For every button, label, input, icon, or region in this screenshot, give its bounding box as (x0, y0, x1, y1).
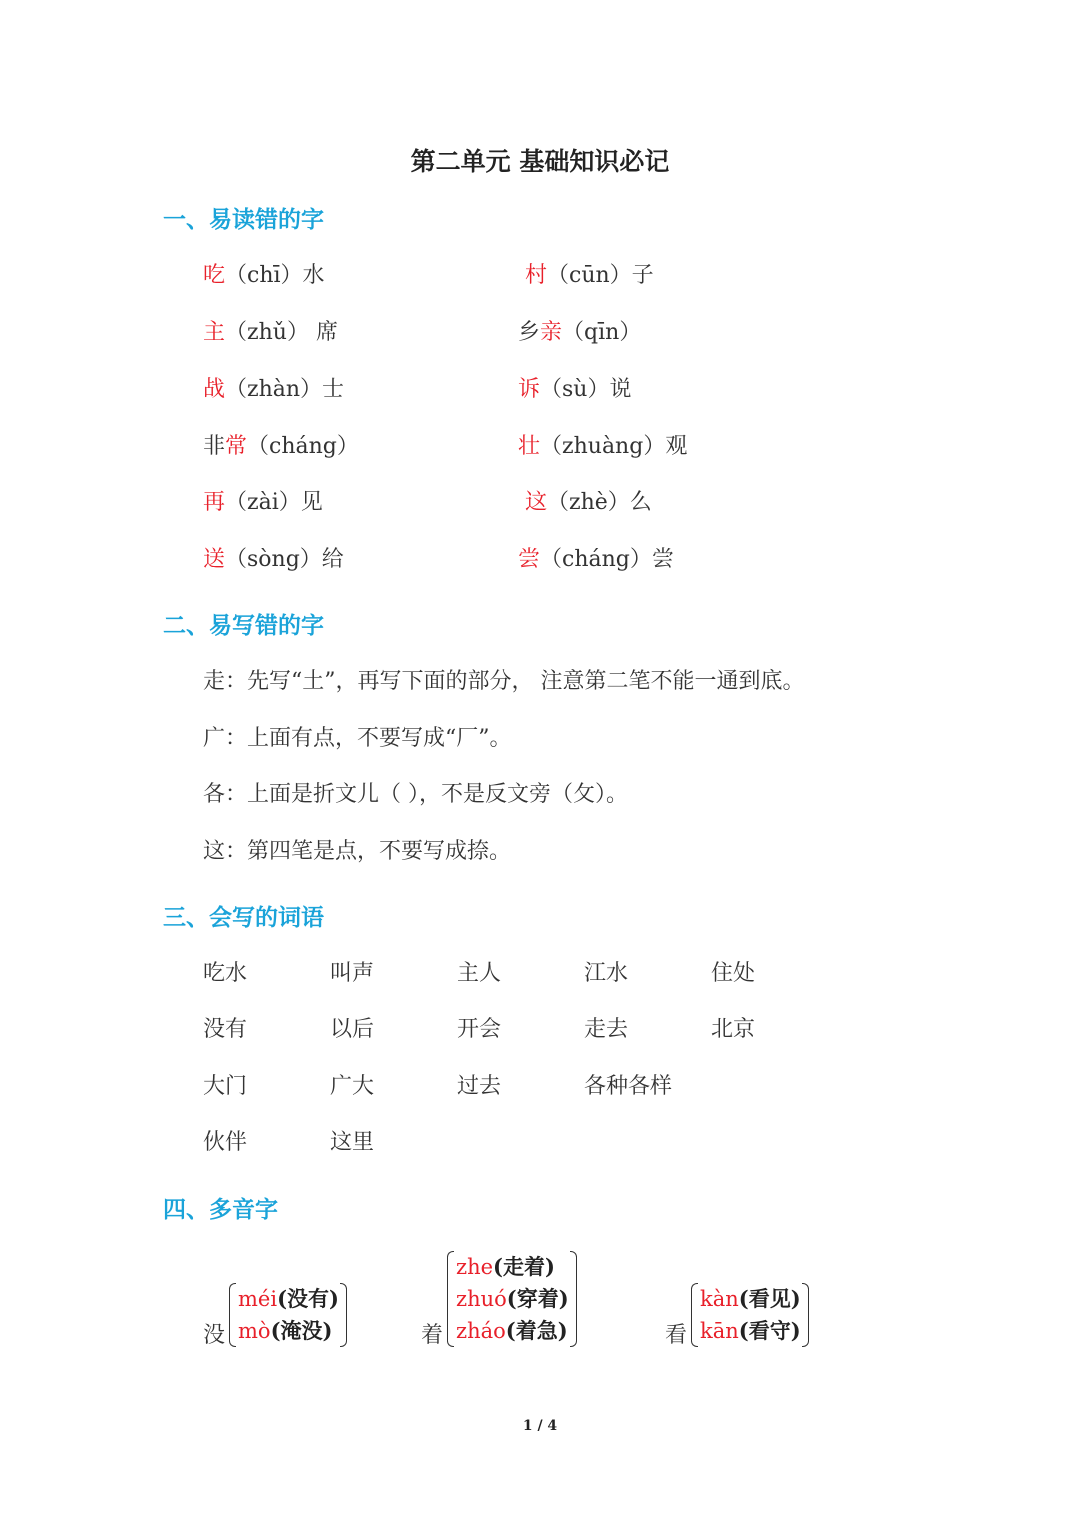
vocab-word: 广大 (330, 1074, 375, 1099)
left-brace (229, 1283, 236, 1347)
section-heading-2: 二、易写错的字 (163, 613, 324, 639)
reading-item: 壮（zhuàng）观 (518, 434, 688, 459)
vocab-word: 大门 (203, 1074, 248, 1099)
vocab-word: 走去 (584, 1017, 629, 1042)
vocab-word: 主人 (457, 961, 502, 986)
vocab-word: 住处 (711, 961, 756, 986)
reading-item: 送（sòng）给 (203, 547, 344, 572)
reading-item: 尝（cháng）尝 (518, 547, 674, 572)
polyphone-group (447, 1251, 577, 1347)
section-heading-3: 三、会写的词语 (163, 905, 324, 931)
writing-note: 这：第四笔是点，不要写成捺。 (203, 839, 512, 864)
vocab-word: 江水 (584, 961, 629, 986)
reading-item: 非常（cháng） (203, 434, 359, 459)
reading-item: 村（cūn）子 (525, 263, 654, 288)
vocab-word: 各种各样 (584, 1074, 673, 1099)
reading-item: 这（zhè）么 (525, 490, 652, 515)
vocab-word: 开会 (457, 1017, 502, 1042)
polyphone-reading: zháo(着急) (456, 1318, 568, 1343)
page-number: 1 / 4 (522, 1418, 558, 1434)
polyphone-reading: zhuó(穿着) (456, 1286, 569, 1311)
reading-item: 乡亲（qīn） (518, 320, 642, 345)
vocab-word: 这里 (330, 1130, 375, 1155)
left-brace (691, 1283, 698, 1347)
reading-item: 吃（chī）水 (203, 263, 325, 288)
page-title: 第二单元 基础知识必记 (410, 147, 670, 176)
vocab-word: 叫声 (330, 961, 375, 986)
writing-note: 走：先写“土”，再写下面的部分， 注意第二笔不能一通到底。 (203, 669, 805, 694)
polyphone-char: 没 (203, 1323, 226, 1348)
left-brace (447, 1251, 454, 1347)
writing-note: 广：上面有点，不要写成“厂”。 (203, 726, 512, 751)
vocab-word: 没有 (203, 1017, 248, 1042)
reading-item: 战（zhàn）士 (203, 377, 345, 402)
right-brace (570, 1251, 577, 1347)
polyphone-reading: zhe(走着) (456, 1254, 555, 1279)
polyphone-reading: méi(没有) (238, 1286, 339, 1311)
polyphone-char: 看 (665, 1323, 688, 1348)
vocab-word: 以后 (330, 1017, 375, 1042)
right-brace (340, 1283, 347, 1347)
vocab-word: 北京 (711, 1017, 756, 1042)
polyphone-reading: kān(看守) (700, 1318, 801, 1343)
writing-note: 各：上面是折文儿（ ），不是反文旁（攵）。 (203, 782, 628, 807)
section-heading-1: 一、易读错的字 (163, 207, 324, 233)
reading-item: 主（zhǔ） 席 (203, 320, 338, 345)
vocab-word: 伙伴 (203, 1130, 248, 1155)
vocab-word: 过去 (457, 1074, 502, 1099)
polyphone-reading: mò(淹没) (238, 1318, 333, 1343)
reading-item: 诉（sù）说 (518, 377, 632, 402)
polyphone-reading: kàn(看见) (700, 1286, 801, 1311)
reading-item: 再（zài）见 (203, 490, 323, 515)
polyphone-char: 着 (421, 1323, 444, 1348)
vocab-word: 吃水 (203, 961, 248, 986)
polyphone-group (229, 1283, 347, 1347)
right-brace (802, 1283, 809, 1347)
section-heading-4: 四、多音字 (163, 1197, 278, 1223)
polyphone-group (691, 1283, 809, 1347)
